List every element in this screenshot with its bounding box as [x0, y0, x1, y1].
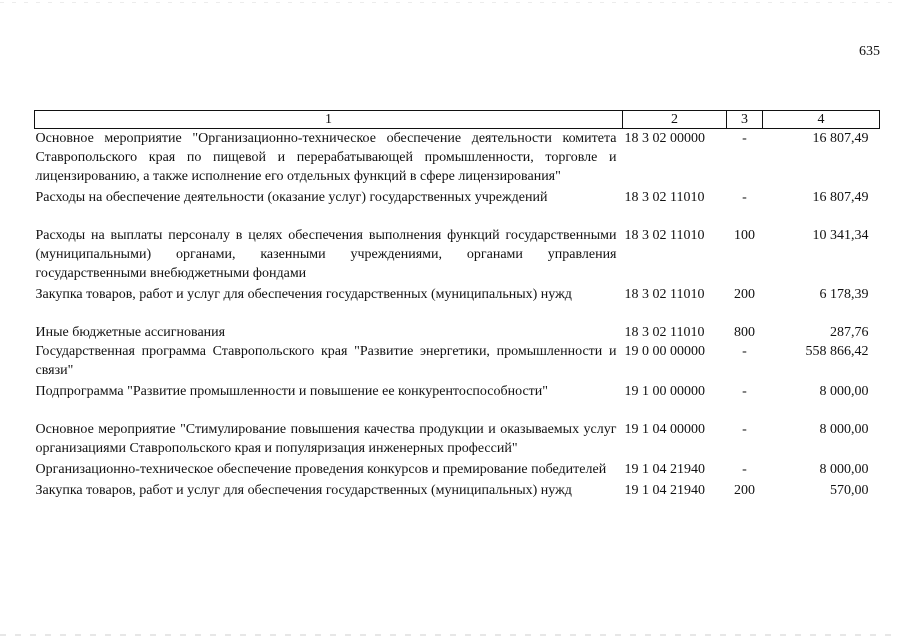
header-col-type: 3 [727, 111, 763, 129]
table-row [35, 481, 880, 500]
row-name: Закупка товаров, работ и услуг для обеспечения государственных (муниципальных) нужд [35, 483, 572, 498]
row-type: 200 [734, 483, 755, 498]
row-code: 18 3 02 00000 [624, 131, 705, 146]
row-name: Подпрограмма "Развитие промышленности и повышение ее конкурентоспособности" [35, 384, 548, 399]
row-sum: 8 000,00 [819, 384, 869, 399]
row-sum: 10 341,34 [812, 228, 869, 243]
row-code: 19 1 04 00000 [624, 422, 705, 437]
table-row [35, 342, 880, 382]
scan-artifact-bottom [0, 634, 899, 636]
table-row [35, 420, 880, 460]
row-name: Основное мероприятие "Организационно-техническое обеспечение деятельности комитета Ставропольского края по пищевой и перерабатывающей промышленности, торговле и лицензированию, а также исполнение его отдельных функций в сфере лицензирования" [35, 131, 617, 184]
row-sum: 8 000,00 [819, 462, 869, 477]
table-row [35, 382, 880, 420]
row-code: 18 3 02 11010 [624, 190, 705, 205]
header-col-code: 2 [623, 111, 727, 129]
table-row [35, 226, 880, 285]
row-name: Организационно-техническое обеспечение проведения конкурсов и премирование победителей [35, 462, 607, 477]
row-type: 200 [734, 287, 755, 302]
row-type: 100 [734, 228, 755, 243]
row-sum: 570,00 [830, 483, 869, 498]
row-name: Иные бюджетные ассигнования [35, 325, 226, 340]
row-code: 19 1 04 21940 [624, 462, 705, 477]
row-type: - [742, 190, 747, 205]
header-col-name: 1 [35, 111, 623, 129]
table-row [35, 129, 880, 189]
row-name: Основное мероприятие "Стимулирование повышения качества продукции и оказываемых услуг организациями Ставропольского края и популяризация инженерных профессий" [35, 422, 617, 456]
row-sum: 16 807,49 [812, 131, 869, 146]
row-name: Расходы на выплаты персоналу в целях обеспечения выполнения функций государственными (муниципальными) органами, казенными учреждениями, органами управления государственными внебюджетными фондами [35, 228, 617, 281]
row-name: Расходы на обеспечение деятельности (оказание услуг) государственных учреждений [35, 190, 548, 205]
row-sum: 287,76 [830, 325, 869, 340]
row-type: 800 [734, 325, 755, 340]
table-row [35, 188, 880, 226]
row-name: Закупка товаров, работ и услуг для обеспечения государственных (муниципальных) нужд [35, 287, 572, 302]
table-header [35, 111, 880, 129]
row-sum: 16 807,49 [812, 190, 869, 205]
row-type: - [742, 462, 747, 477]
table-row [35, 323, 880, 342]
table-row [35, 285, 880, 323]
page-number: 635 [859, 44, 880, 59]
table-header-row [35, 111, 880, 129]
row-type: - [742, 384, 747, 399]
row-code: 18 3 02 11010 [624, 228, 705, 243]
table-row [35, 460, 880, 481]
row-code: 18 3 02 11010 [624, 325, 705, 340]
table-body [35, 129, 880, 501]
row-sum: 558 866,42 [805, 344, 869, 359]
row-type: - [742, 422, 747, 437]
row-name: Государственная программа Ставропольского края "Развитие энергетики, промышленности и связи" [35, 344, 617, 378]
budget-table [34, 110, 880, 500]
row-sum: 6 178,39 [819, 287, 869, 302]
row-code: 19 0 00 00000 [624, 344, 705, 359]
row-code: 19 1 00 00000 [624, 384, 705, 399]
row-code: 18 3 02 11010 [624, 287, 705, 302]
scan-artifact-top [0, 2, 899, 3]
row-sum: 8 000,00 [819, 422, 869, 437]
row-code: 19 1 04 21940 [624, 483, 705, 498]
header-col-sum: 4 [763, 111, 880, 129]
row-type: - [742, 344, 747, 359]
row-type: - [742, 131, 747, 146]
